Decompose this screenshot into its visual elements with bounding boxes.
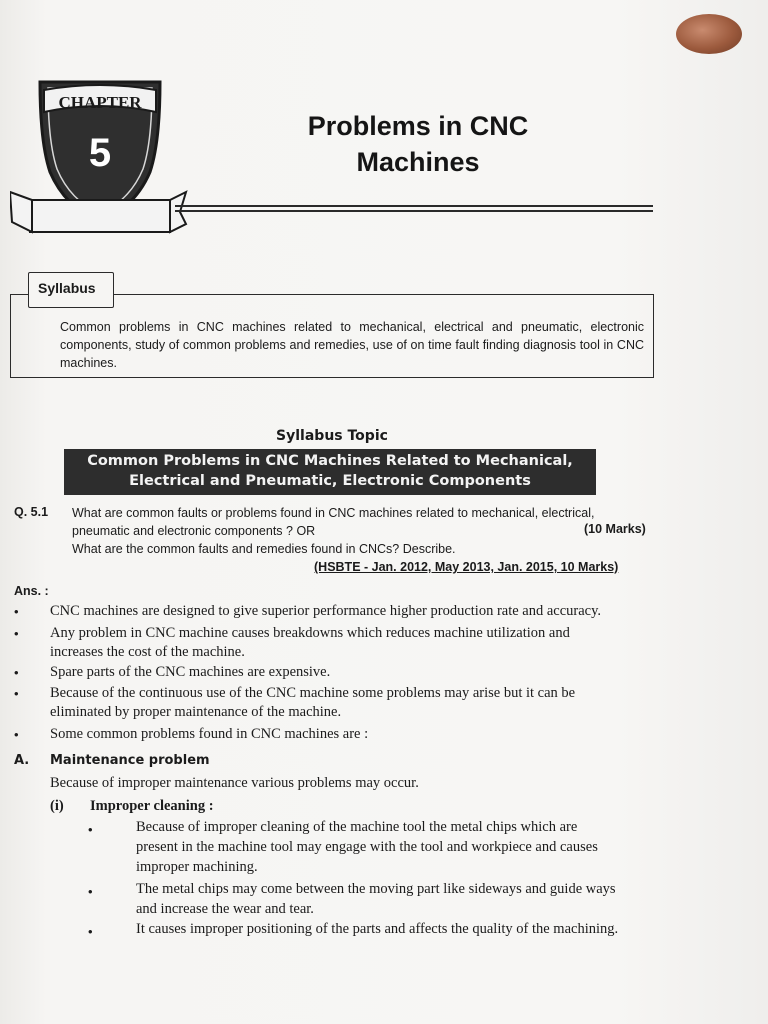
topic-band-line-2: Electrical and Pneumatic, Electronic Components	[129, 473, 531, 489]
syllabus-text: Common problems in CNC machines related to mechanical, electrical and pneumatic, electronic components, study of common problems and remedies, use of on time fault finding diagnosis tool in CNC machines.	[60, 320, 644, 370]
exam-reference: (HSBTE - Jan. 2012, May 2013, Jan. 2015, 10 Marks)	[314, 560, 619, 574]
sub-bullet-1: Because of improper cleaning of the machine tool the metal chips which are	[136, 819, 578, 835]
coin-object	[676, 14, 742, 54]
section-intro: Because of improper maintenance various problems may occur.	[50, 775, 419, 791]
answer-bullet-2-cont: increases the cost of the machine.	[50, 644, 245, 660]
title-line-1: Problems in CNC	[307, 111, 529, 141]
bullet-icon: •	[14, 626, 19, 641]
sub-bullet-3: It causes improper positioning of the parts and affects the quality of the machining.	[136, 921, 619, 937]
bullet-icon: •	[14, 727, 19, 742]
question-marks: (10 Marks)	[584, 522, 646, 536]
question-line-3: What are the common faults and remedies found in CNCs? Describe.	[72, 542, 456, 556]
syllabus-tab	[28, 272, 114, 308]
subsection-number: (i)	[50, 798, 64, 814]
syllabus-topic-heading: Syllabus Topic	[276, 428, 388, 444]
question-number: Q. 5.1	[14, 505, 49, 519]
chapter-number: 5	[88, 131, 112, 175]
bullet-icon: •	[88, 924, 93, 939]
topic-band	[64, 449, 596, 495]
topic-band-line-1: Common Problems in CNC Machines Related to Mechanical,	[87, 453, 573, 469]
syllabus-label: Syllabus	[38, 280, 96, 296]
chapter-title	[280, 108, 556, 180]
answer-bullet-4: Because of the continuous use of the CNC machine some problems may arise but it can be	[50, 685, 576, 701]
title-line-2: Machines	[356, 147, 480, 177]
title-rule-lower	[175, 210, 653, 212]
question-line-2: pneumatic and electronic components ? OR	[72, 524, 316, 538]
answer-bullet-1: CNC machines are designed to give superior performance higher production rate and accuracy.	[50, 603, 602, 619]
chapter-word: CHAPTER	[58, 93, 142, 112]
bullet-icon: •	[14, 604, 19, 619]
bullet-icon: •	[14, 665, 19, 680]
answer-bullet-2: Any problem in CNC machine causes breakdowns which reduces machine utilization and	[50, 625, 570, 641]
answer-bullet-5: Some common problems found in CNC machines are :	[50, 726, 369, 742]
section-letter: A.	[14, 753, 30, 768]
section-title: Maintenance problem	[50, 753, 210, 768]
sub-bullet-2-cont: and increase the wear and tear.	[136, 901, 314, 917]
question-text	[72, 504, 652, 558]
bullet-icon: •	[14, 686, 19, 701]
sub-bullet-1-cont: present in the machine tool may engage with the tool and workpiece and causes	[136, 839, 598, 855]
sub-bullet-2: The metal chips may come between the moving part like sideways and guide ways	[136, 881, 616, 897]
subsection-title: Improper cleaning :	[90, 798, 214, 814]
answer-label: Ans. :	[14, 584, 49, 598]
question-line-1: What are common faults or problems found in CNC machines related to mechanical, electrical,	[72, 506, 595, 520]
bullet-icon: •	[88, 822, 93, 837]
chapter-shield-icon	[10, 72, 190, 242]
bullet-icon: •	[88, 884, 93, 899]
sub-bullet-1-cont2: improper machining.	[136, 859, 258, 875]
answer-bullet-4-cont: eliminated by proper maintenance of the machine.	[50, 704, 342, 720]
answer-bullet-3: Spare parts of the CNC machines are expensive.	[50, 664, 331, 680]
title-rule	[175, 205, 653, 207]
